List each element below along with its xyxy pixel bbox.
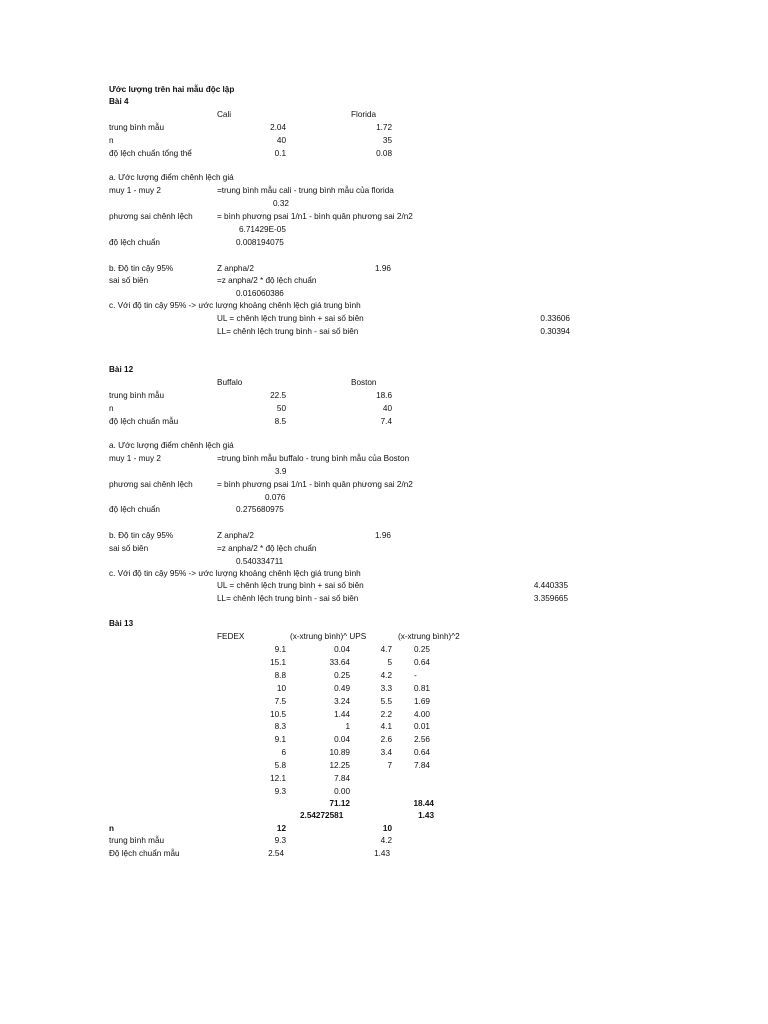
formula-text: =trung bình mẫu cali - trung bình mẫu của florida bbox=[217, 186, 394, 195]
table-cell: 3.4 bbox=[380, 748, 392, 758]
formula-text: LL= chênh lệch trung bình - sai số biên bbox=[217, 327, 359, 336]
cell-value: 0.30394 bbox=[540, 327, 570, 336]
mean-ups: 4.2 bbox=[380, 836, 392, 845]
row-label: n bbox=[109, 824, 115, 833]
formula-text: =z anpha/2 * độ lệch chuẩn bbox=[217, 544, 317, 553]
table-cell: 6 bbox=[281, 748, 286, 758]
part-a-heading: a. Ước lượng điểm chênh lệch giá bbox=[109, 441, 234, 450]
table-cell: 2.56 bbox=[414, 735, 430, 745]
table-cell: 8.8 bbox=[274, 670, 286, 680]
section-heading: Bài 12 bbox=[109, 365, 134, 374]
formula-text: UL = chênh lệch trung bình + sai số biên bbox=[217, 314, 364, 323]
table-cell: 4.7 bbox=[380, 645, 392, 654]
table-cell: 15.1 bbox=[270, 657, 286, 667]
section-heading: Bài 4 bbox=[109, 97, 129, 106]
table-cell: 0.04 bbox=[334, 645, 350, 654]
table-cell: 0.49 bbox=[334, 683, 350, 693]
row-label: độ lệch chuẩn mẫu bbox=[109, 417, 179, 426]
table-cell: 7.84 bbox=[334, 774, 350, 783]
row-label: trung bình mẫu bbox=[109, 836, 165, 845]
cell-value: 7.4 bbox=[380, 417, 392, 426]
column-header-boston: Boston bbox=[351, 378, 377, 387]
row-label: phương sai chênh lệch bbox=[109, 212, 193, 221]
formula-text: Z anpha/2 bbox=[217, 531, 254, 540]
table-cell: 10 bbox=[276, 683, 286, 693]
formula-text: = bình phương psai 1/n1 - bình quân phương sai 2/n2 bbox=[217, 212, 413, 221]
table-cell: 4.00 bbox=[414, 709, 430, 719]
sum-ups: 18.44 bbox=[413, 799, 434, 808]
cell-value: 0.540334711 bbox=[236, 557, 284, 566]
row-label: độ lệch chuẩn tổng thể bbox=[109, 149, 192, 158]
table-cell: 0.25 bbox=[334, 670, 350, 680]
cell-value: 0.008194075 bbox=[236, 238, 284, 247]
n-fedex: 12 bbox=[276, 824, 286, 833]
table-cell: 0.00 bbox=[334, 786, 350, 796]
table-cell: 5.8 bbox=[274, 761, 286, 771]
part-c-heading: c. Với độ tin cậy 95% -> ước lượng khoảng chênh lệch giá trung bình bbox=[109, 301, 361, 310]
table-cell: 1 bbox=[345, 722, 350, 732]
table-cell: 0.64 bbox=[414, 657, 430, 667]
table-cell: 9.3 bbox=[274, 786, 286, 796]
cell-value: 22.5 bbox=[270, 391, 286, 400]
table-cell: 7.84 bbox=[414, 761, 430, 771]
cell-value: 3.9 bbox=[275, 467, 287, 476]
formula-text: =z anpha/2 * độ lệch chuẩn bbox=[217, 276, 317, 285]
table-cell: 5 bbox=[387, 657, 392, 667]
table-cell: 0.25 bbox=[414, 645, 430, 654]
cell-value: 50 bbox=[276, 404, 286, 413]
cell-value: 40 bbox=[382, 404, 392, 413]
table-cell: 10.89 bbox=[329, 748, 350, 758]
table-cell: 1.69 bbox=[414, 696, 430, 706]
sum-fedex: 71.12 bbox=[329, 799, 350, 808]
cell-value: 0.275680975 bbox=[236, 505, 284, 514]
sd-fedex: 2.54272581 bbox=[300, 811, 344, 820]
table-cell: 1.44 bbox=[334, 709, 350, 719]
column-header-florida: Florida bbox=[351, 110, 377, 119]
part-c-heading: c. Với độ tin cậy 95% -> ước lượng khoảng chênh lệch giá trung bình bbox=[109, 569, 361, 578]
table-cell: 7.5 bbox=[274, 696, 286, 706]
table-cell: - bbox=[414, 670, 417, 680]
table-cell: 12.1 bbox=[270, 774, 286, 783]
table-cell: 8.3 bbox=[274, 722, 286, 732]
formula-text: Z anpha/2 bbox=[217, 264, 254, 273]
cell-value: 0.33606 bbox=[540, 314, 570, 323]
section-heading: Bài 13 bbox=[109, 619, 134, 628]
table-cell: 0.04 bbox=[334, 735, 350, 745]
table-cell: 0.64 bbox=[414, 748, 430, 758]
row-label: trung bình mẫu bbox=[109, 391, 165, 400]
cell-value: 2.04 bbox=[270, 123, 286, 132]
table-cell: 0.01 bbox=[414, 722, 430, 732]
table-cell: 2.2 bbox=[380, 709, 392, 719]
table-cell: 7 bbox=[387, 761, 392, 771]
cell-value: 3.359665 bbox=[533, 594, 568, 603]
column-header-ups-deviation: (x-xtrung bình)^2 bbox=[398, 632, 460, 641]
column-header-buffalo: Buffalo bbox=[217, 378, 243, 387]
formula-text: LL= chênh lệch trung bình - sai số biên bbox=[217, 594, 359, 603]
table-cell: 10.5 bbox=[270, 709, 286, 719]
cell-value: 1.96 bbox=[375, 531, 391, 540]
row-label: phương sai chênh lệch bbox=[109, 480, 193, 489]
n-ups: 10 bbox=[382, 824, 392, 833]
cell-value: 1.72 bbox=[376, 123, 392, 132]
cell-value: 6.71429E-05 bbox=[239, 225, 286, 234]
table-cell: 12.25 bbox=[329, 761, 350, 771]
formula-text: =trung bình mẫu buffalo - trung bình mẫu của Boston bbox=[217, 454, 410, 463]
table-cell: 3.3 bbox=[380, 683, 392, 693]
mean-fedex: 9.3 bbox=[274, 836, 286, 845]
column-header-cali: Cali bbox=[217, 110, 232, 119]
table-cell: 2.6 bbox=[380, 735, 392, 745]
cell-value: 18.6 bbox=[376, 391, 392, 400]
formula-text: UL = chênh lệch trung bình + sai số biên bbox=[217, 581, 364, 590]
cell-value: 0.016060386 bbox=[236, 289, 284, 298]
cell-value: 4.440335 bbox=[533, 581, 568, 590]
table-cell: 33.64 bbox=[329, 657, 350, 667]
part-b-heading: b. Độ tin cậy 95% bbox=[109, 531, 174, 540]
cell-value: 0.32 bbox=[273, 199, 289, 208]
cell-value: 40 bbox=[276, 136, 286, 145]
row-label: muy 1 - muy 2 bbox=[109, 454, 161, 463]
row-label: n bbox=[109, 136, 114, 145]
row-label: n bbox=[109, 404, 114, 413]
sdm-ups: 1.43 bbox=[374, 849, 390, 858]
table-cell: 4.1 bbox=[380, 722, 392, 732]
sdm-fedex: 2.54 bbox=[268, 849, 284, 858]
row-label: sai số biên bbox=[109, 276, 149, 285]
table-cell: 5.5 bbox=[380, 696, 392, 706]
part-b-heading: b. Độ tin cậy 95% bbox=[109, 264, 174, 273]
cell-value: 0.1 bbox=[274, 149, 286, 158]
table-cell: 4.2 bbox=[380, 670, 392, 680]
table-cell: 9.1 bbox=[274, 735, 286, 745]
table-cell: 0.81 bbox=[414, 683, 430, 693]
table-cell: 3.24 bbox=[334, 696, 350, 706]
sd-ups: 1.43 bbox=[418, 811, 434, 820]
row-label: muy 1 - muy 2 bbox=[109, 186, 161, 195]
row-label: sai số biên bbox=[109, 544, 149, 553]
row-label: trung bình mẫu bbox=[109, 123, 165, 132]
formula-text: = bình phương psai 1/n1 - bình quân phương sai 2/n2 bbox=[217, 480, 413, 489]
row-label: Độ lệch chuẩn mẫu bbox=[109, 849, 180, 858]
cell-value: 35 bbox=[382, 136, 392, 145]
page-title: Ước lượng trên hai mẫu độc lập bbox=[109, 85, 235, 94]
part-a-heading: a. Ước lượng điểm chênh lệch giá bbox=[109, 173, 234, 182]
column-header-fedex: FEDEX bbox=[217, 632, 245, 641]
cell-value: 0.076 bbox=[265, 493, 286, 502]
row-label: độ lệch chuẩn bbox=[109, 505, 160, 514]
row-label: độ lệch chuẩn bbox=[109, 238, 160, 247]
cell-value: 8.5 bbox=[274, 417, 286, 426]
column-header-fedex-deviation-ups: (x-xtrung bình)^ UPS bbox=[290, 632, 367, 641]
cell-value: 1.96 bbox=[375, 264, 391, 273]
table-cell: 9.1 bbox=[274, 645, 286, 654]
cell-value: 0.08 bbox=[376, 149, 392, 158]
